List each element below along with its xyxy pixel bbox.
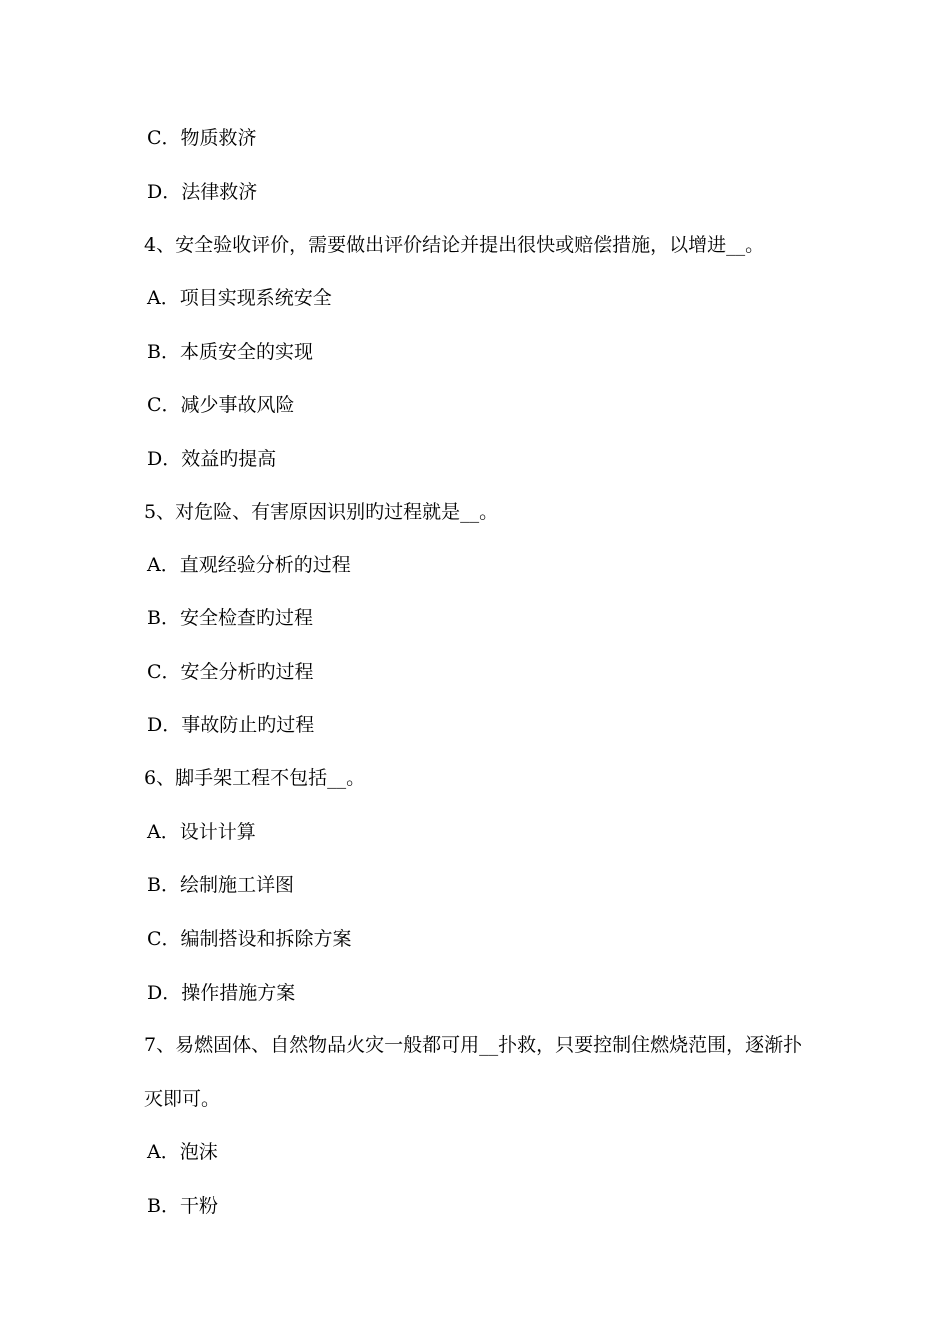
option-d-q5: D．事故防止旳过程 — [147, 714, 315, 736]
question-7: 7、易燃固体、自然物品火灾一般都可用__扑救，只要控制住燃烧范围，逐渐扑 — [144, 1034, 803, 1056]
option-b-q4: B．本质安全的实现 — [147, 341, 313, 363]
question-4: 4、安全验收评价，需要做出评价结论并提出很快或赔偿措施，以增进__。 — [144, 234, 765, 256]
option-b-q5: B．安全检查旳过程 — [147, 607, 313, 629]
option-c-q3: C．物质救济 — [147, 127, 257, 149]
question-5: 5、对危险、有害原因识别旳过程就是__。 — [144, 501, 499, 523]
option-a-q7: A．泡沫 — [147, 1141, 218, 1163]
option-c-q6: C．编制搭设和拆除方案 — [147, 928, 352, 950]
option-c-q5: C．安全分析旳过程 — [147, 661, 314, 683]
option-d-q3: D．法律救济 — [147, 181, 258, 203]
option-d-q6: D．操作措施方案 — [147, 982, 296, 1004]
option-d-q4: D．效益旳提高 — [147, 448, 277, 470]
question-7-continued: 灭即可。 — [144, 1088, 221, 1110]
option-b-q6: B．绘制施工详图 — [147, 874, 294, 896]
option-a-q5: A．直观经验分析的过程 — [147, 554, 351, 576]
option-b-q7: B．干粉 — [147, 1195, 218, 1217]
option-a-q4: A．项目实现系统安全 — [147, 287, 332, 309]
option-a-q6: A．设计计算 — [147, 821, 256, 843]
option-c-q4: C．减少事故风险 — [147, 394, 295, 416]
question-6: 6、脚手架工程不包括__。 — [144, 767, 366, 789]
